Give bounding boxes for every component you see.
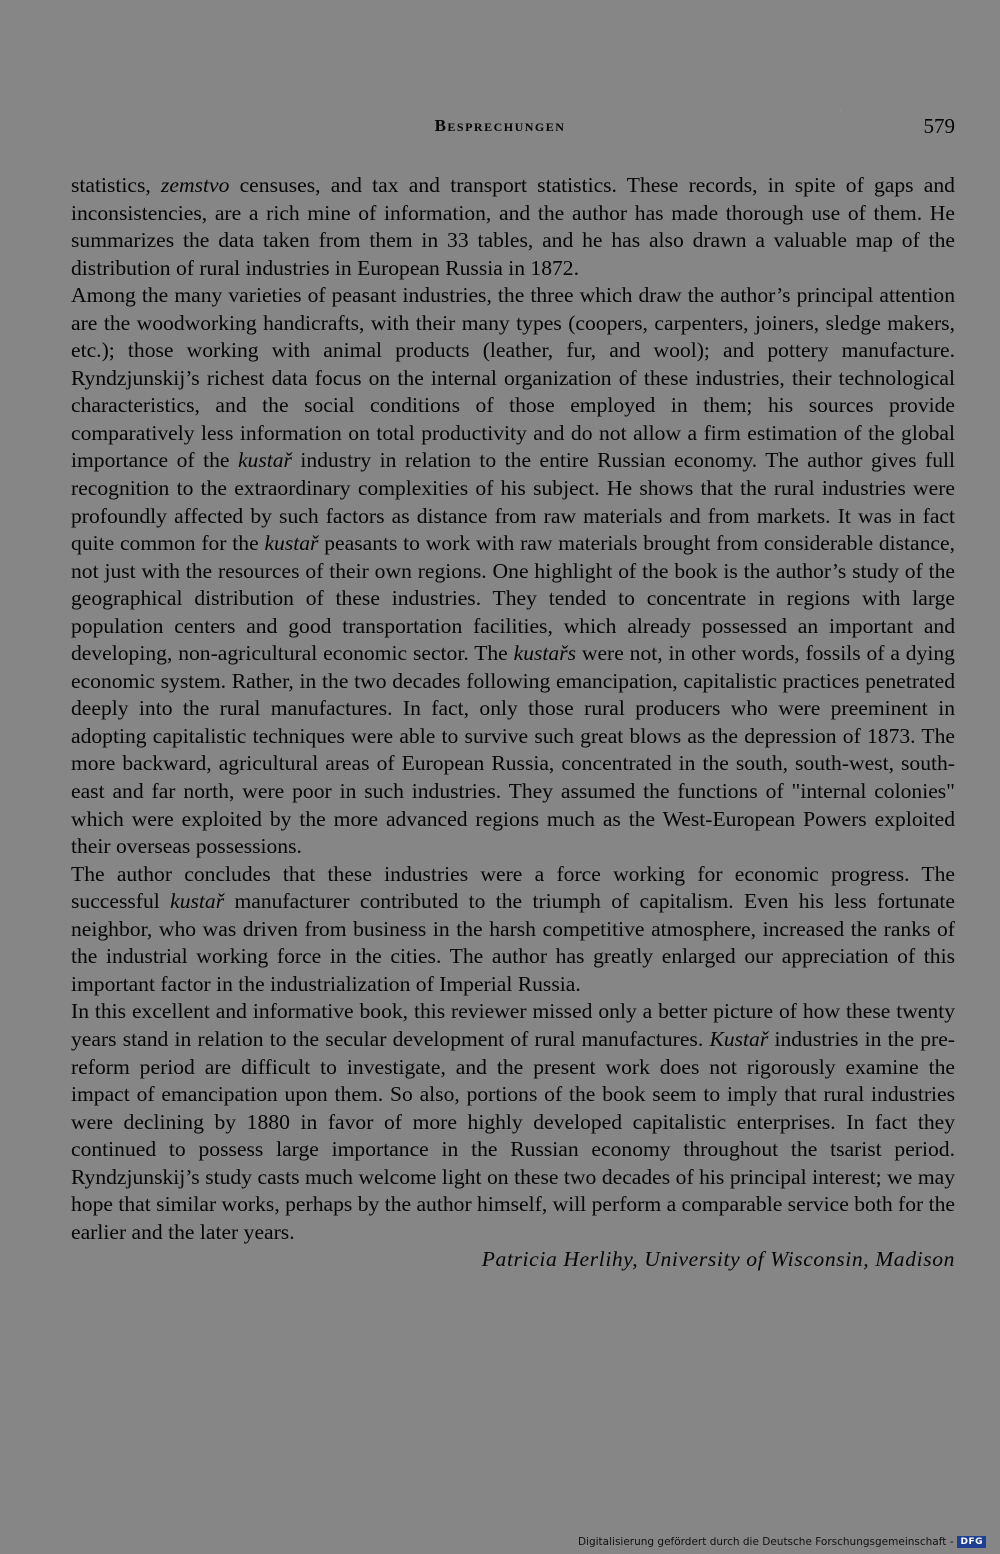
text-run: industries in the pre-reform period are difficult to investigate, and the present work does not rigorously examine the impact of emancipation upon them. So also, portions of the book seem to imply that rural industries were declining by 1880 in favor of more highly developed capitalistic enterprises. In fact they continued to possess large importance in the Russian economy throughout the tsarist period. Ryndzjunskij’s study casts much welcome light on these two decades of his principal interest; we may hope that similar works, perhaps by the author himself, will perform a comparable service both for the earlier and the later years. [71, 1026, 955, 1244]
italic-term: kustař [237, 448, 292, 473]
scan-speck [840, 110, 841, 111]
text-run: censuses, and tax and transport statistics. These records, in spite of gaps and inconsistencies, are a rich mine of information, and the author has made thorough use of them. He summarizes the data taken from them in 33 tables, and he has also drawn a valuable map of the distribution of rural industries in European Russia in 1872. [71, 173, 955, 280]
running-head: Besprechungen [434, 116, 566, 135]
text-run: The author concludes that these industries were a force working for economic progress. The successful [71, 861, 955, 914]
page-header [0, 114, 1000, 144]
digitization-credit [578, 1536, 986, 1548]
reviewer-signature: Patricia Herlihy, University of Wisconsin, Madison [481, 1247, 955, 1272]
italic-term: Kustař [709, 1026, 769, 1051]
italic-term: kustařs [513, 641, 577, 666]
text-run: In this excellent and informative book, this reviewer missed only a better picture of how these twenty years stand in relation to the secular development of rural manufactures. [71, 999, 955, 1051]
text-run: statistics, [71, 173, 161, 197]
credit-text: Digitalisierung gefördert durch die Deutsche Forschungsgemeinschaft - [577, 1536, 954, 1548]
dfg-logo-icon: DFG [957, 1536, 986, 1548]
review-body [71, 172, 955, 1274]
paragraph-3 [71, 861, 955, 999]
page-number: 579 [923, 114, 955, 138]
italic-term: kustař [264, 531, 319, 556]
text-run: Among the many varieties of peasant industries, the three which draw the author’s principal attention are the woodworking handicrafts, with their many types (coopers, carpenters, joiners, sledge makers, etc.); those working with animal products (leather, fur, and wool); and pottery manufacture. Ryndzjunskij’s richest data focus on the internal organization of these industries, their technological characteristics, and the social conditions of those employed in them; his sources provide comparatively less information on total productivity and do not allow a firm estimation of the global importance of the [71, 283, 955, 473]
text-run: industry in relation to the entire Russian economy. The author gives full recognition to the extraordinary complexities of his subject. He shows that the rural industries were profoundly affected by such factors as distance from raw materials and from markets. It was in fact quite common for the [71, 448, 955, 556]
paragraph-4 [71, 998, 955, 1246]
italic-term: zemstvo [161, 173, 230, 197]
paragraph-2 [71, 282, 955, 860]
text-run: were not, in other words, fossils of a dying economic system. Rather, in the two decades following emancipation, capitalistic practices penetrated deeply into the rural manufactures. In fact, only those rural producers who were preeminent in adopting capitalistic techniques were able to survive such great blows as the depression of 1873. The more backward, agricultural areas of European Russia, concentrated in the south, south-west, south-east and far north, were poor in such industries. They assumed the functions of "internal colonies" which were exploited by the more advanced regions much as the West-European Powers exploited their overseas possessions. [71, 641, 955, 859]
paragraph-1 [71, 172, 955, 282]
text-run: manufacturer contributed to the triumph of capitalism. Even his less fortunate neighbor, who was driven from business in the harsh competitive atmosphere, increased the ranks of the industrial working force in the cities. The author has greatly enlarged our appreciation of this important factor in the industrialization of Imperial Russia. [71, 889, 955, 996]
italic-term: kustař [170, 889, 225, 914]
text-run: peasants to work with raw materials brought from considerable distance, not just with the resources of their own regions. One highlight of the book is the author’s study of the geographical distribution of these industries. They tended to concentrate in regions with large population centers and good transportation facilities, which already possessed an important and developing, non-agricultural economic sector. The [71, 531, 955, 666]
